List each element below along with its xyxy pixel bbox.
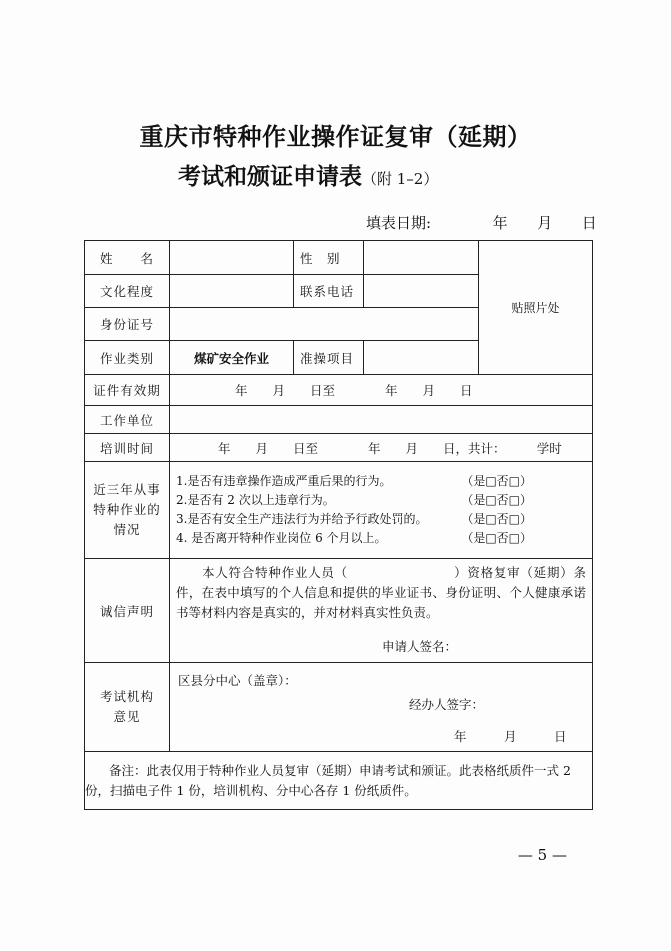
district-center-stamp[interactable]: 区县分中心（盖章）：: [178, 673, 297, 688]
phone-label: 联系电话: [294, 275, 364, 308]
photo-label: 贴照片处: [511, 301, 560, 315]
exam-institution-label: 考试机构意见: [85, 663, 170, 752]
photo-area[interactable]: [479, 241, 593, 375]
remarks: [85, 752, 593, 810]
history-label: 近三年从事特种作业的情况: [85, 462, 170, 559]
employer-label: 工作单位: [85, 406, 170, 434]
education-label: 文化程度: [85, 275, 170, 308]
integrity-statement: [170, 559, 593, 663]
gender-label: 性 别: [294, 241, 364, 275]
title-main: 考试和颁证申请表: [178, 163, 362, 190]
training-value: 年 月 日至 年 月 日，共计： 学时: [170, 434, 593, 462]
operation-item-label: 准操项目: [294, 341, 364, 375]
id-number-label: 身份证号: [85, 308, 170, 341]
operation-item-field[interactable]: [364, 341, 479, 375]
fill-date-year: 年: [492, 214, 508, 232]
handler-signature[interactable]: 经办人签字：: [409, 697, 485, 712]
question-4: 4. 是否离开特种作业岗位 6 个月以上。 （是□否□）: [170, 529, 592, 548]
question-4-checkbox[interactable]: （是□否□）: [461, 531, 532, 545]
title-appendix: （附 1–2）: [362, 170, 439, 188]
exam-date: 年 月 日: [454, 729, 567, 744]
document-title-line2: [178, 158, 438, 191]
category-value: 煤矿安全作业: [170, 341, 294, 375]
training-label: 培训时间: [85, 434, 170, 462]
validity-label: 证件有效期: [85, 375, 170, 406]
history-questions: [170, 462, 593, 559]
document-title-line1: 重庆市特种作业操作证复审（延期）: [139, 122, 532, 151]
gender-field[interactable]: [364, 241, 479, 275]
question-2: 2.是否有 2 次以上违章行为。 （是□否□）: [170, 491, 592, 510]
name-label: 姓 名: [85, 241, 170, 275]
employer-field[interactable]: [170, 406, 593, 434]
validity-value: 年 月 日至 年 月 日: [170, 375, 593, 406]
category-label: 作业类别: [85, 341, 170, 375]
page-number: — 5 —: [517, 846, 567, 864]
question-1: 1.是否有违章操作造成严重后果的行为。 （是□否□）: [170, 472, 592, 491]
integrity-text: 本人符合特种作业人员（ ）资格复审（延期）条件，在表中填写的个人信息和提供的毕业证书、身份证明、个人健康承诺书等材料内容是真实的，并对材料真实性负责。: [176, 565, 586, 620]
question-3-checkbox[interactable]: （是□否□）: [461, 512, 532, 526]
question-1-checkbox[interactable]: （是□否□）: [461, 474, 532, 488]
name-field[interactable]: [170, 241, 294, 275]
phone-field[interactable]: [364, 275, 479, 308]
integrity-label: 诚信声明: [85, 559, 170, 663]
id-number-field[interactable]: [170, 308, 479, 341]
question-2-checkbox[interactable]: （是□否□）: [461, 493, 532, 507]
fill-date-label: 填表日期:: [366, 214, 432, 232]
applicant-signature[interactable]: 申请人签名：: [382, 639, 458, 654]
exam-institution-opinion: [170, 663, 593, 752]
application-form: [84, 240, 593, 810]
fill-date-day: 日: [581, 214, 597, 232]
education-field[interactable]: [170, 275, 294, 308]
fill-date-month: 月: [537, 214, 553, 232]
question-3: 3.是否有安全生产违法行为并给予行政处罚的。 （是□否□）: [170, 510, 592, 529]
fill-date: [366, 212, 597, 233]
remarks-text: 备注：此表仅用于特种作业人员复审（延期）申请考试和颁证。此表格纸质件一式 2 份，扫描电子件 1 份，培训机构、分中心各存 1 份纸质件。: [85, 762, 571, 798]
